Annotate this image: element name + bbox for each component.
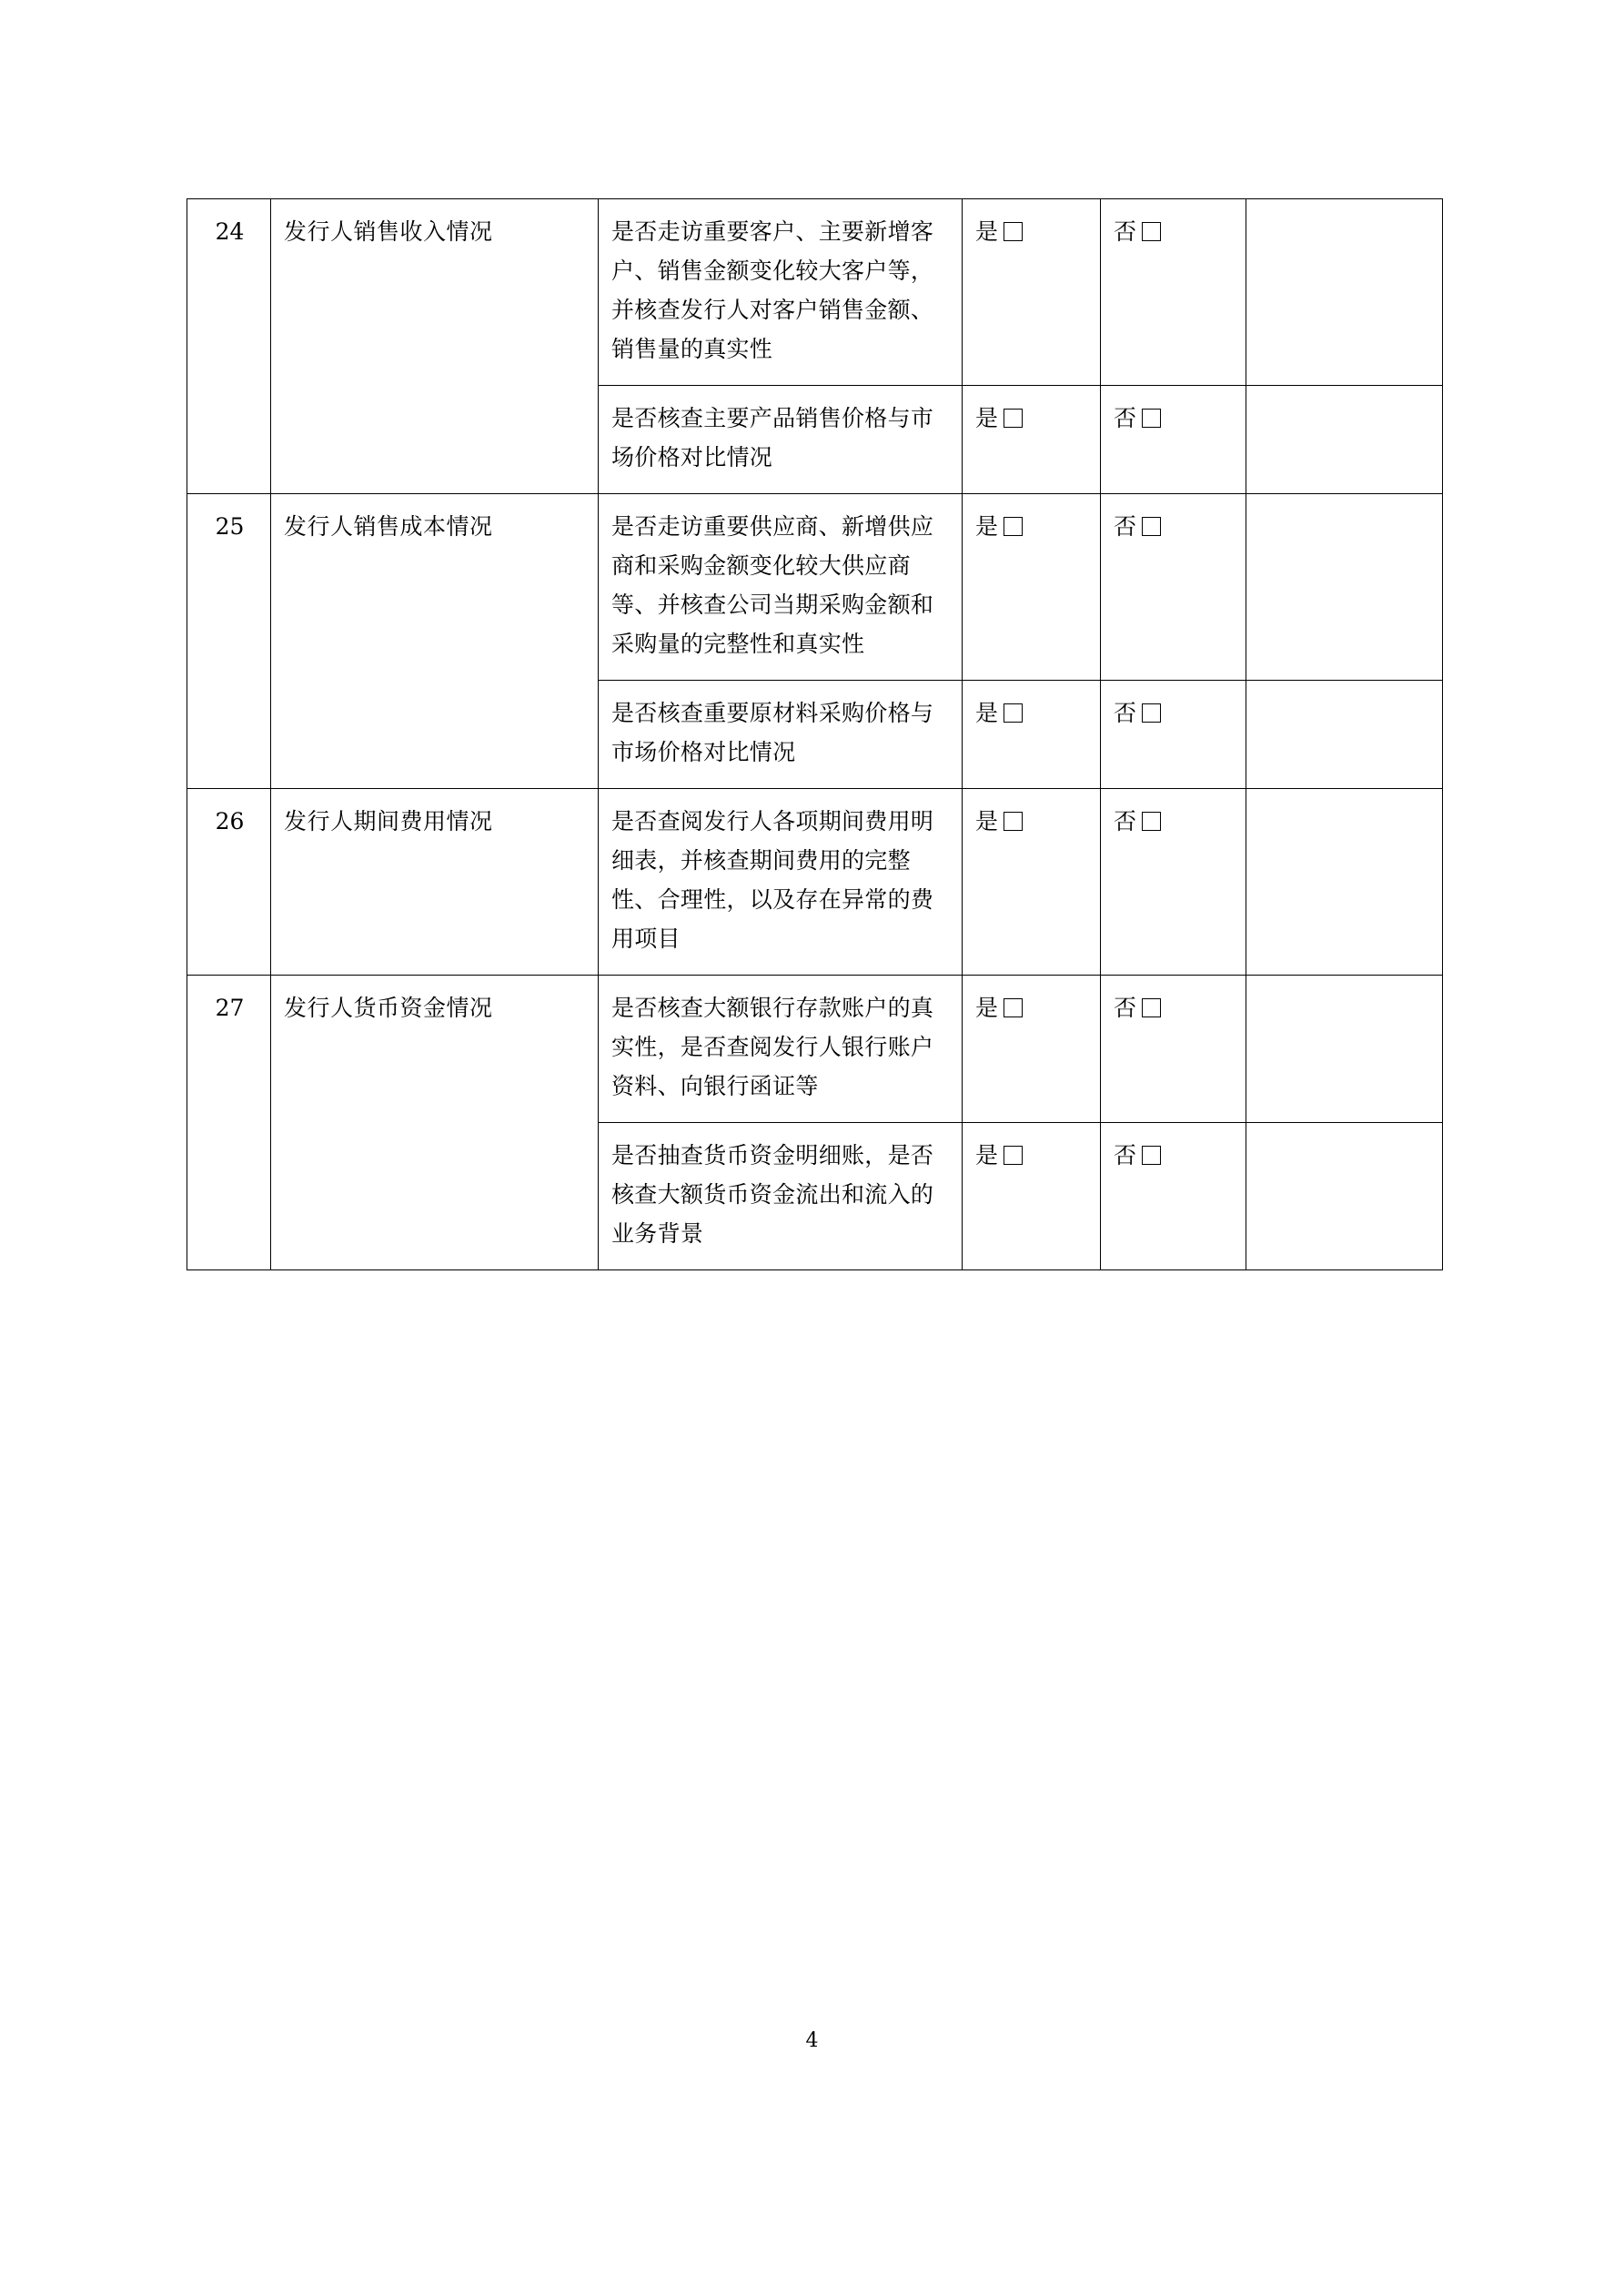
no-checkbox[interactable] bbox=[1142, 1146, 1161, 1165]
remark-cell[interactable] bbox=[1246, 789, 1443, 976]
no-label: 否 bbox=[1114, 405, 1137, 431]
yes-option-cell[interactable] bbox=[963, 199, 1101, 386]
table-row bbox=[187, 199, 1443, 386]
yes-checkbox[interactable] bbox=[1004, 517, 1023, 536]
yes-option-cell[interactable] bbox=[963, 681, 1101, 789]
row-item-name: 发行人期间费用情况 bbox=[271, 789, 599, 976]
yes-checkbox[interactable] bbox=[1004, 409, 1023, 428]
no-option-cell[interactable] bbox=[1101, 976, 1246, 1123]
no-label: 否 bbox=[1114, 513, 1137, 540]
no-option-cell[interactable] bbox=[1101, 681, 1246, 789]
yes-option-cell[interactable] bbox=[963, 386, 1101, 494]
no-label: 否 bbox=[1114, 218, 1137, 245]
no-label: 否 bbox=[1114, 995, 1137, 1021]
yes-label: 是 bbox=[975, 995, 999, 1021]
yes-label: 是 bbox=[975, 700, 999, 726]
table-row bbox=[187, 976, 1443, 1123]
row-description: 是否核查主要产品销售价格与市场价格对比情况 bbox=[599, 386, 963, 494]
no-checkbox[interactable] bbox=[1142, 812, 1161, 831]
row-description: 是否抽查货币资金明细账，是否核查大额货币资金流出和流入的业务背景 bbox=[599, 1123, 963, 1270]
no-option-cell[interactable] bbox=[1101, 494, 1246, 681]
no-checkbox[interactable] bbox=[1142, 222, 1161, 241]
yes-checkbox[interactable] bbox=[1004, 703, 1023, 723]
remark-cell[interactable] bbox=[1246, 494, 1443, 681]
yes-checkbox[interactable] bbox=[1004, 998, 1023, 1017]
remark-cell[interactable] bbox=[1246, 386, 1443, 494]
row-number: 27 bbox=[187, 976, 271, 1270]
no-checkbox[interactable] bbox=[1142, 998, 1161, 1017]
row-description: 是否走访重要客户、主要新增客户、销售金额变化较大客户等，并核查发行人对客户销售金额、销售量的真实性 bbox=[599, 199, 963, 386]
no-checkbox[interactable] bbox=[1142, 517, 1161, 536]
yes-option-cell[interactable] bbox=[963, 789, 1101, 976]
no-label: 否 bbox=[1114, 808, 1137, 834]
yes-checkbox[interactable] bbox=[1004, 812, 1023, 831]
remark-cell[interactable] bbox=[1246, 681, 1443, 789]
row-description: 是否核查大额银行存款账户的真实性，是否查阅发行人银行账户资料、向银行函证等 bbox=[599, 976, 963, 1123]
yes-option-cell[interactable] bbox=[963, 976, 1101, 1123]
yes-label: 是 bbox=[975, 405, 999, 431]
no-option-cell[interactable] bbox=[1101, 199, 1246, 386]
row-number: 24 bbox=[187, 199, 271, 494]
page-number: 4 bbox=[805, 2029, 819, 2052]
no-option-cell[interactable] bbox=[1101, 386, 1246, 494]
table-row bbox=[187, 494, 1443, 681]
table-row bbox=[187, 789, 1443, 976]
due-diligence-checklist-table bbox=[187, 198, 1443, 1270]
remark-cell[interactable] bbox=[1246, 199, 1443, 386]
row-description: 是否走访重要供应商、新增供应商和采购金额变化较大供应商等、并核查公司当期采购金额和采购量的完整性和真实性 bbox=[599, 494, 963, 681]
yes-label: 是 bbox=[975, 1142, 999, 1168]
row-item-name: 发行人货币资金情况 bbox=[271, 976, 599, 1270]
no-checkbox[interactable] bbox=[1142, 409, 1161, 428]
row-description: 是否核查重要原材料采购价格与市场价格对比情况 bbox=[599, 681, 963, 789]
remark-cell[interactable] bbox=[1246, 976, 1443, 1123]
row-number: 26 bbox=[187, 789, 271, 976]
no-label: 否 bbox=[1114, 1142, 1137, 1168]
yes-checkbox[interactable] bbox=[1004, 222, 1023, 241]
yes-label: 是 bbox=[975, 218, 999, 245]
yes-label: 是 bbox=[975, 808, 999, 834]
no-label: 否 bbox=[1114, 700, 1137, 726]
no-checkbox[interactable] bbox=[1142, 703, 1161, 723]
no-option-cell[interactable] bbox=[1101, 789, 1246, 976]
yes-checkbox[interactable] bbox=[1004, 1146, 1023, 1165]
yes-label: 是 bbox=[975, 513, 999, 540]
row-item-name: 发行人销售收入情况 bbox=[271, 199, 599, 494]
remark-cell[interactable] bbox=[1246, 1123, 1443, 1270]
row-number: 25 bbox=[187, 494, 271, 789]
no-option-cell[interactable] bbox=[1101, 1123, 1246, 1270]
yes-option-cell[interactable] bbox=[963, 1123, 1101, 1270]
row-description: 是否查阅发行人各项期间费用明细表，并核查期间费用的完整性、合理性，以及存在异常的费用项目 bbox=[599, 789, 963, 976]
row-item-name: 发行人销售成本情况 bbox=[271, 494, 599, 789]
yes-option-cell[interactable] bbox=[963, 494, 1101, 681]
